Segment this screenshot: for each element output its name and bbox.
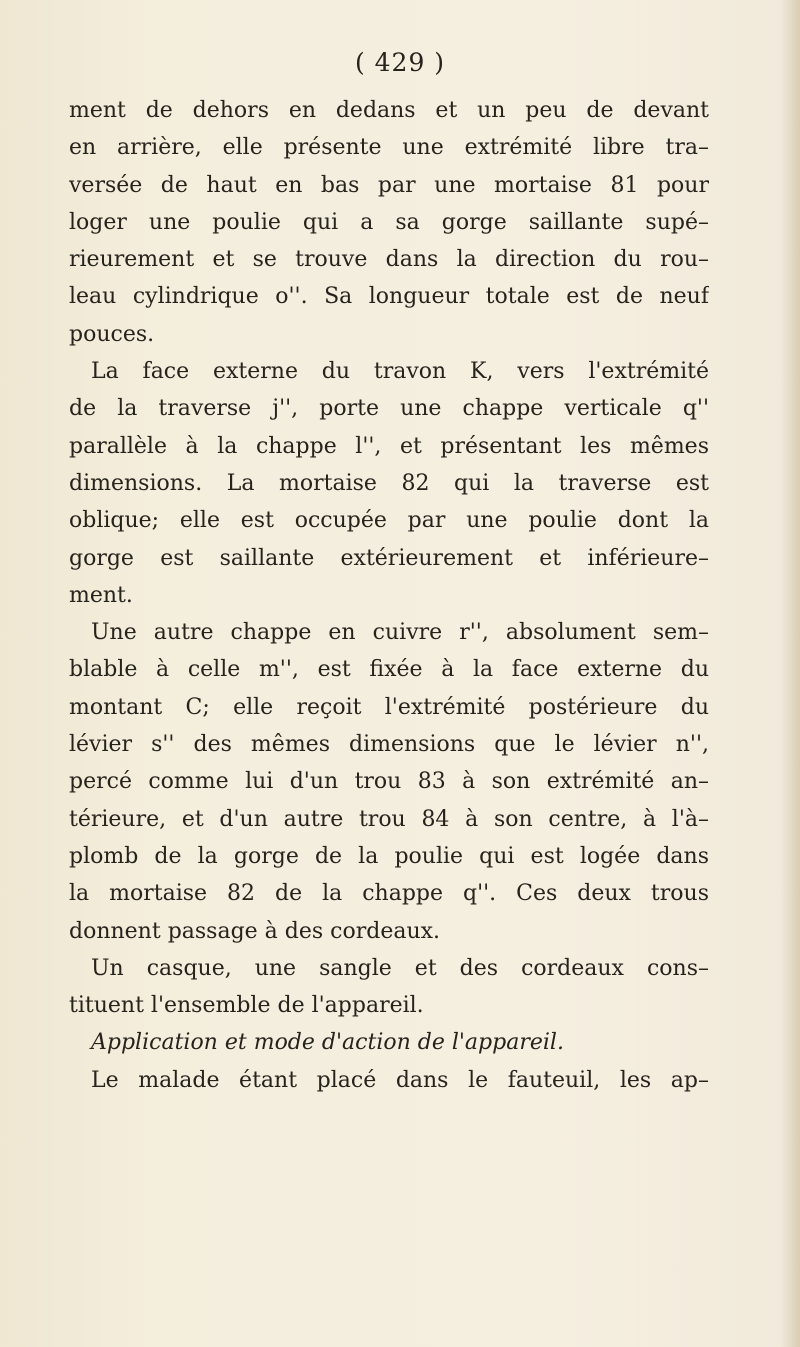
text-line: versée de haut en bas par une mortaise 81 pour bbox=[69, 172, 709, 198]
text-line: percé comme lui d'un trou 83 à son extrémité an– bbox=[69, 769, 709, 795]
text-line: Une autre chappe en cuivre r'', absolument sem– bbox=[91, 620, 709, 646]
text-line: loger une poulie qui a sa gorge saillante supé– bbox=[69, 209, 709, 235]
text-line: gorge est saillante extérieurement et inférieure– bbox=[69, 545, 709, 571]
text-line: ment. bbox=[69, 582, 133, 608]
text-line: pouces. bbox=[69, 321, 155, 347]
text-line: parallèle à la chappe l'', et présentant les mêmes bbox=[69, 433, 709, 459]
text-line: la mortaise 82 de la chappe q''. Ces deux trous bbox=[69, 881, 709, 907]
body-text bbox=[69, 92, 709, 1099]
text-line: dimensions. La mortaise 82 qui la traverse est bbox=[69, 470, 709, 496]
page-edge-shadow bbox=[780, 0, 800, 1347]
text-line: Le malade étant placé dans le fauteuil, les ap– bbox=[91, 1067, 709, 1093]
text-line: rieurement et se trouve dans la direction du rou– bbox=[69, 247, 709, 273]
text-line: montant C; elle reçoit l'extrémité postérieure du bbox=[69, 694, 709, 720]
text-line: donnent passage à des cordeaux. bbox=[69, 918, 441, 944]
page-number: ( 429 ) bbox=[354, 48, 446, 77]
section-heading: Application et mode d'action de l'appareil. bbox=[91, 1030, 564, 1056]
text-line: de la traverse j'', porte une chappe verticale q'' bbox=[69, 396, 709, 422]
text-line: blable à celle m'', est fixée à la face externe du bbox=[69, 657, 709, 683]
text-line: ment de dehors en dedans et un peu de devant bbox=[69, 98, 709, 123]
text-line: La face externe du travon K, vers l'extrémité bbox=[91, 359, 709, 385]
text-line: en arrière, elle présente une extrémité libre tra– bbox=[69, 135, 709, 161]
text-line: lévier s'' des mêmes dimensions que le lévier n'', bbox=[69, 732, 709, 758]
text-line: leau cylindrique o''. Sa longueur totale est de neuf bbox=[69, 284, 709, 310]
text-line: térieure, et d'un autre trou 84 à son centre, à l'à– bbox=[69, 806, 709, 832]
text-line: oblique; elle est occupée par une poulie dont la bbox=[69, 508, 709, 534]
text-line: plomb de la gorge de la poulie qui est logée dans bbox=[69, 843, 709, 869]
text-line: Un casque, une sangle et des cordeaux cons– bbox=[91, 955, 709, 981]
text-line: tituent l'ensemble de l'appareil. bbox=[69, 993, 424, 1019]
